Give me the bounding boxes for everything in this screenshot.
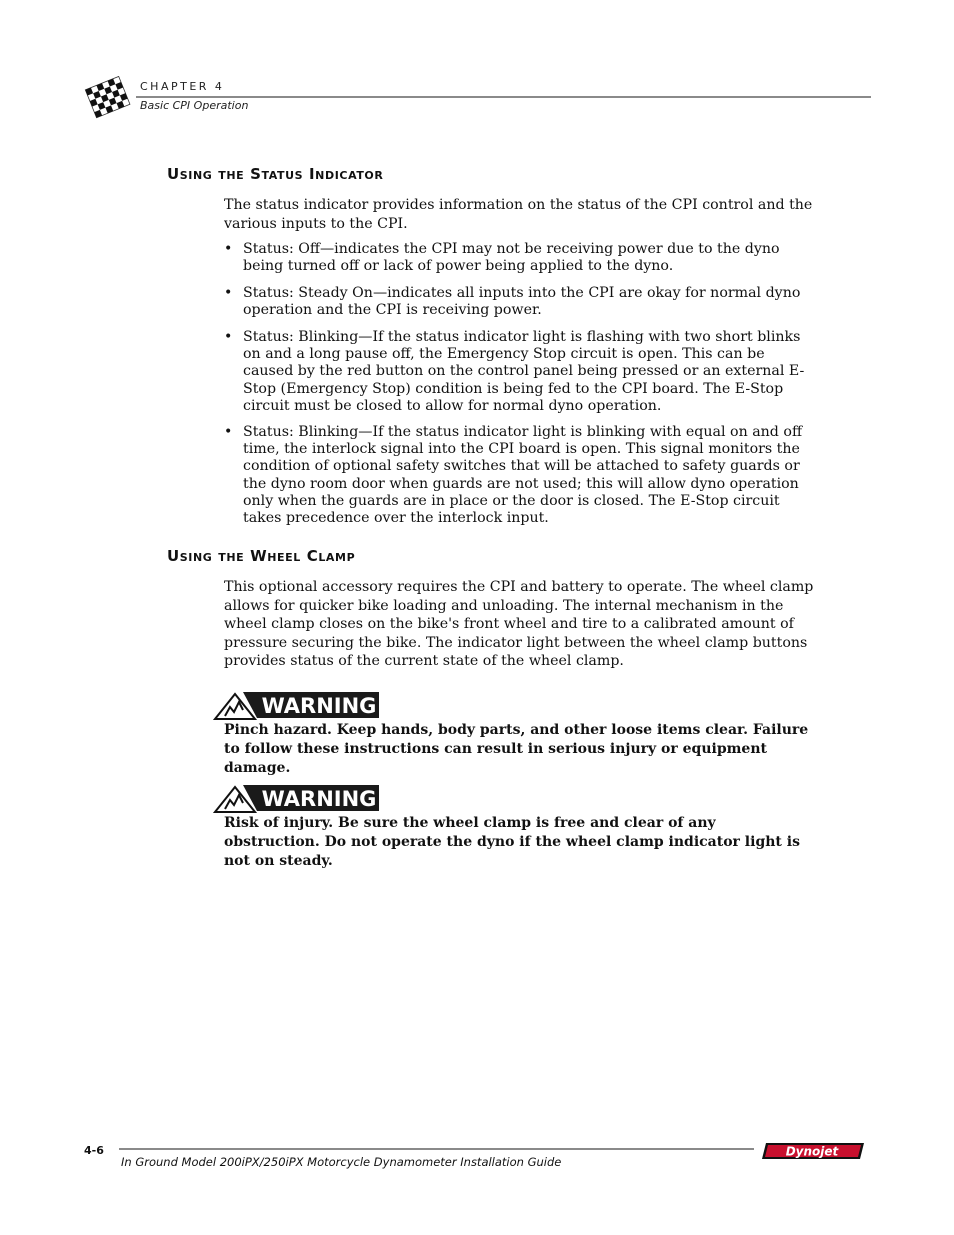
warning-label: WARNING (261, 787, 377, 811)
document-title: In Ground Model 200iPX/250iPX Motorcycle Dynamometer Installation Guide (121, 1155, 562, 1169)
status-bullet-list (224, 285, 814, 319)
warning-icon (213, 690, 381, 720)
chapter-label: CHAPTER 4 (140, 80, 225, 93)
wheel-clamp-paragraph: This optional accessory requires the CPI and battery to operate. The wheel clamp allows for quicker bike loading and unloading. The internal mechanism in the wheel clamp closes on the bike's front wheel and tire to a calibrated amount of pressure securing the bike. The indicator light between the wheel clamp buttons provides status of the current state of the wheel clamp. (224, 579, 814, 669)
footer-rule (119, 1148, 754, 1150)
status-bullet-list (224, 241, 814, 275)
page-number: 4-6 (84, 1144, 104, 1157)
list-item: • Status: Steady On—indicates all inputs into the CPI are okay for normal dyno operation and the CPI is receiving power. (224, 285, 814, 319)
chapter-subtitle: Basic CPI Operation (140, 99, 249, 112)
dynojet-logo (760, 1141, 866, 1161)
svg-text:Dynojet: Dynojet (785, 1144, 839, 1159)
list-item: • Status: Off—indicates the CPI may not be receiving power due to the dyno being turned off or lack of power being applied to the dyno. (224, 241, 814, 275)
warning-icon (213, 783, 381, 813)
warning-text: Risk of injury. Be sure the wheel clamp is free and clear of any obstruction. Do not operate the dyno if the wheel clamp indicator light is not on steady. (224, 815, 800, 869)
checkered-flag-icon (84, 76, 132, 120)
header-rule (136, 96, 871, 98)
list-item: • Status: Blinking—If the status indicator light is flashing with two short blinks on and a long pause off, the Emergency Stop circuit is open. This can be caused by the red button on the control panel being pressed or an external E-Stop (Emergency Stop) condition is being fed to the CPI board. The E-Stop circuit must be closed to allow for normal dyno operation. (224, 329, 814, 415)
section-heading-wheel-clamp: Using the Wheel Clamp (167, 547, 356, 565)
status-intro-paragraph: The status indicator provides information on the status of the CPI control and the various inputs to the CPI. (224, 197, 813, 232)
warning-text: Pinch hazard. Keep hands, body parts, and other loose items clear. Failure to follow these instructions can result in serious injury or equipment damage. (224, 722, 809, 776)
status-bullet-list (224, 329, 814, 415)
warning-label: WARNING (261, 694, 377, 718)
status-bullet-list (224, 424, 814, 527)
list-item: • Status: Blinking—If the status indicator light is blinking with equal on and off time, the interlock signal into the CPI board is open. This signal monitors the condition of optional safety switches that will be attached to safety guards or the dyno room door when guards are not used; this will allow dyno operation only when the guards are in place or the door is closed. The E-Stop circuit takes precedence over the interlock input. (224, 424, 814, 527)
section-heading-status-indicator: Using the Status Indicator (167, 165, 384, 183)
